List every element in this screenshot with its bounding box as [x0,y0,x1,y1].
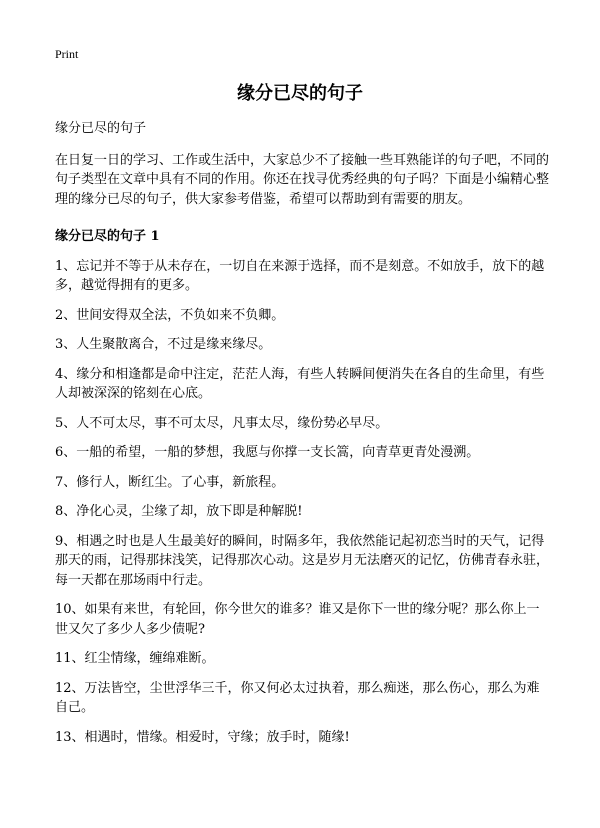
document-body [55,119,550,757]
print-link[interactable]: Print [55,47,79,61]
list-item: 12、万法皆空，尘世浮华三千，你又何必太过执着，那么痴迷，那么伤心，那么为难自己。 [55,680,540,715]
list-item: 4、缘分和相逢都是命中注定，茫茫人海，有些人转瞬间便消失在各自的生命里，有些人却被深深的铭刻在心底。 [55,366,545,401]
list-item: 5、人不可太尽，事不可太尽，凡事太尽，缘份势必早尽。 [55,415,389,431]
list-item: 2、世间安得双全法，不负如来不负卿。 [55,307,285,323]
list-item: 7、修行人，断红尘。了心事，新旅程。 [55,474,285,490]
list-item: 1、忘记并不等于从未存在，一切自在来源于选择，而不是刻意。不如放手，放下的越多，越觉得拥有的更多。 [55,258,545,293]
section-heading: 缘分已尽的句子 1 [55,229,160,244]
document-subtitle: 缘分已尽的句子 [55,121,147,136]
list-item: 6、一船的希望，一船的梦想，我愿与你撑一支长篙，向青草更青处漫溯。 [55,445,480,460]
list-item: 8、净化心灵，尘缘了却，放下即是种解脱! [55,504,303,519]
list-item: 11、红尘情缘，缠绵难断。 [55,651,215,666]
list-item: 3、人生聚散离合，不过是缘来缘尽。 [55,337,272,352]
list-item: 9、相遇之时也是人生最美好的瞬间，时隔多年，我依然能记起初恋当时的天气，记得那天的雨，记得那抹浅笑，记得那次心动。这是岁月无法磨灭的记忆，仿佛青春永驻，每一天都在那场雨中行走。 [55,533,550,588]
list-item: 10、如果有来世，有轮回，你今世欠的谁多？谁又是你下一世的缘分呢？那么你上一世又欠了多少人多少债呢? [55,602,540,637]
list-item: 13、相遇时，惜缘。相爱时，守缘；放手时，随缘! [55,729,350,745]
document-title: 缘分已尽的句子 [237,83,363,104]
intro-paragraph: 在日复一日的学习、工作或生活中，大家总少不了接触一些耳熟能详的句子吧，不同的句子类型在文章中具有不同的作用。你还在找寻优秀经典的句子吗？下面是小编精心整理的缘分已尽的句子，供大家参考借鉴，希望可以帮助到有需要的朋友。 [55,152,550,207]
